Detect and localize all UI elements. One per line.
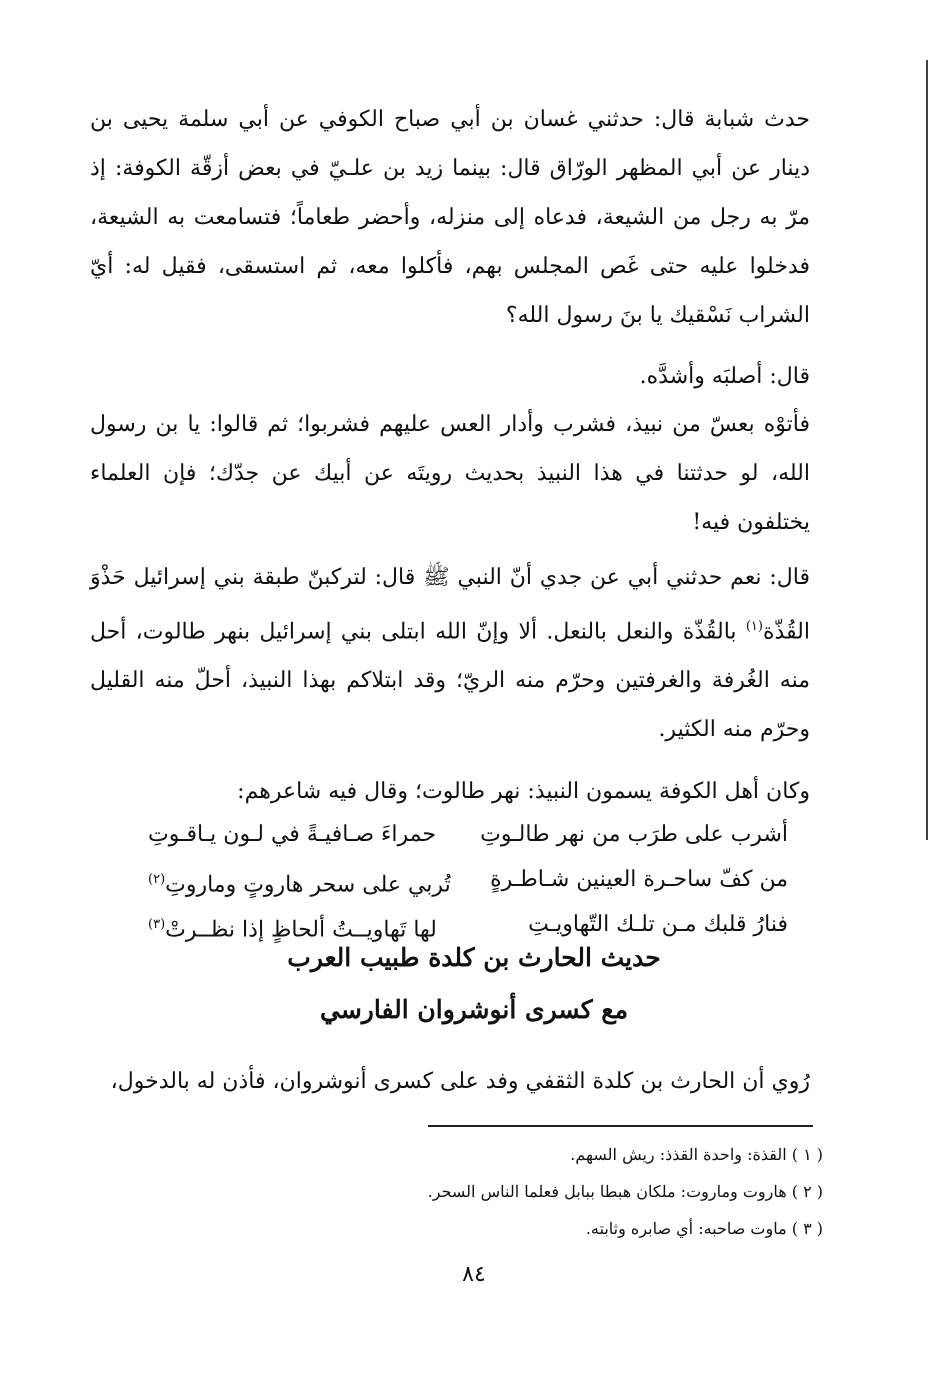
verse-second-hemistich: لها تَهاويــتُ ألحاظٍ إذا نظــرتْ$^{(٣)}$ xyxy=(148,917,437,943)
footnote-separator xyxy=(428,1125,813,1127)
verse-first-hemistich: من كفّ ساحـرة العينين شـاطـرةٍ xyxy=(490,867,788,892)
section-heading-line-2: مع كسرى أنوشروان الفارسي xyxy=(320,995,628,1024)
paragraph-narration: حدث شبابة قال: حدثني غسان بن أبي صباح الكوفي عن أبي سلمة يحيى بن دينار عن أبي المظهر الورّاق قال: بينما زيد بن علـيّ في بعض أزقّة الكوفة: إذ مرّ به رجل من الشيعة، فدعاه إلى منزله، وأحضر طعاماً؛ فتسامعت به الشيعة، فدخلوا عليه حتى غَص المجلس بهم، فأكلوا معه، ثم استسقى، فقيل له: أيّ الشراب نَسْقيك يا بنَ رسول الله؟ xyxy=(90,107,810,328)
paragraph-poem-intro: وكان أهل الكوفة يسمون النبيذ: نهر طالوت؛ وقال فيه شاعرهم: xyxy=(237,779,810,804)
footnote-marker-1: (١) xyxy=(745,619,763,634)
footnote-item: ( ٢ ) هاروت وماروت: ملكان هبطا ببابل فعلما الناس السحر. xyxy=(427,1182,823,1201)
poem-block xyxy=(148,812,788,947)
poem-verse xyxy=(148,857,788,902)
footnote-marker-3: (٣) xyxy=(148,917,166,932)
footnote-marker-2: (٢) xyxy=(148,872,166,887)
paragraph-hadith xyxy=(90,553,810,754)
verse-first-hemistich: أشرب على طرَب من نهر طالـوتِ xyxy=(480,822,788,847)
hadith-text-end: بالقُذّة والنعل بالنعل. ألا وإنّ الله ابتلى بني إسرائيل بنهر طالوت، أحل منه الغُرفة والغرفتين وحرّم منه الريّ؛ وقد ابتلاكم بهذا النبيذ، أحلّ منه القليل وحرّم منه الكثير. xyxy=(90,619,810,743)
paragraph-section-start: رُوي أن الحارث بن كلدة الثقفي وفد على كسرى أنوشروان، فأذن له بالدخول، xyxy=(110,1069,810,1094)
verse-second-hemistich: تُربي على سحر هاروتٍ وماروتِ$^{(٢)}$ xyxy=(148,872,451,898)
verse-first-hemistich: فنارُ قلبك مـن تلـك التّهاويـتِ xyxy=(528,912,788,937)
poem-verse xyxy=(148,812,788,857)
footnote-item: ( ٣ ) ماوت صاحبه: أي صابره وثابته. xyxy=(585,1219,823,1238)
hadith-text-start: قال: نعم حدثني أبي عن جدي أنّ النبي ﷺ قال: لتركبنّ طبقة بني إسرائيل حَذْوَ القُذّة xyxy=(90,565,810,645)
paragraph-reply: قال: أصلبَه وأشدَّه. xyxy=(639,364,810,389)
paragraph-request: فأتوْه بعسّ من نبيذ، فشرب وأدار العس عليهم فشربوا؛ ثم قالوا: يا بن رسول الله، لو حدثتنا في هذا النبيذ بحديث رويتَه عن أبيك عن جدّك؛ فإن العلماء يختلفون فيه! xyxy=(90,412,810,535)
footnote-item: ( ١ ) القذة: واحدة القذذ: ريش السهم. xyxy=(570,1145,823,1164)
page-number: ٨٤ xyxy=(462,1262,486,1287)
page-edge-line xyxy=(926,60,928,840)
poem-verse xyxy=(148,902,788,947)
verse-second-hemistich: حمراءَ صـافيـةً في لـون يـاقـوتِ xyxy=(148,822,436,847)
footnotes xyxy=(123,1136,823,1247)
section-heading-line-1: حديث الحارث بن كلدة طبيب العرب xyxy=(287,943,661,972)
